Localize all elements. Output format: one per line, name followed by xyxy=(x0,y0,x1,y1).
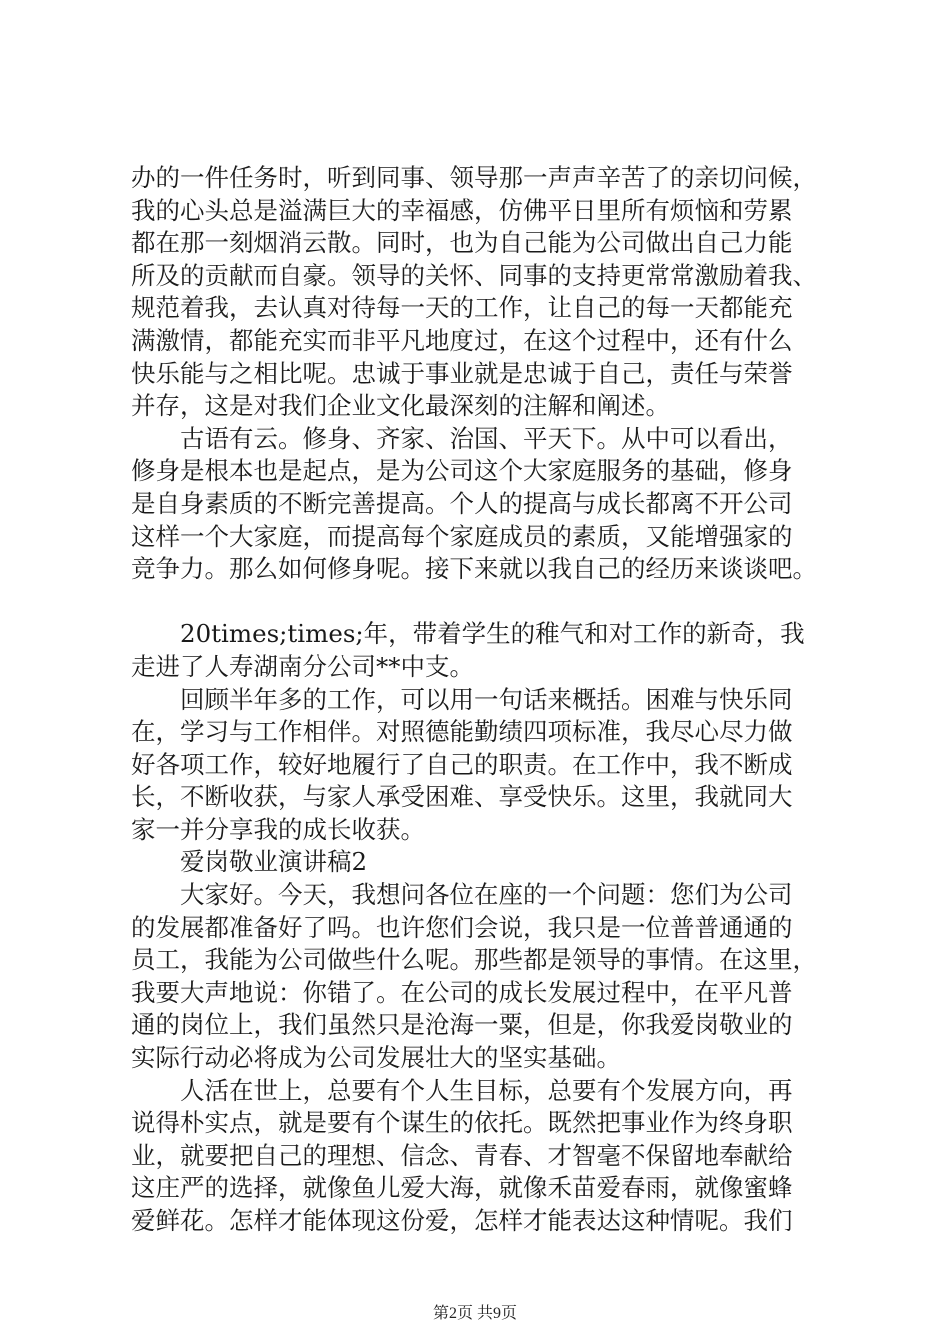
text-line: 20times;times;年，带着学生的稚气和对工作的新奇，我 xyxy=(180,619,805,649)
text-line: 并存，这是对我们企业文化最深刻的注解和阐述。 xyxy=(131,391,670,421)
text-line: 走进了人寿湖南分公司**中支。 xyxy=(131,651,474,681)
text-line: 回顾半年多的工作，可以用一句话来概括。困难与快乐同 xyxy=(180,684,793,714)
text-line: 这庄严的选择，就像鱼儿爱大海，就像禾苗爱春雨，就像蜜蜂 xyxy=(131,1173,793,1203)
text-line: 业，就要把自己的理想、信念、青春、才智毫不保留地奉献给 xyxy=(131,1140,793,1170)
text-line: 员工，我能为公司做些什么呢。那些都是领导的事情。在这里， xyxy=(131,945,817,975)
text-line: 通的岗位上，我们虽然只是沧海一粟，但是，你我爱岗敬业的 xyxy=(131,1010,793,1040)
document-body xyxy=(131,162,831,1238)
page-footer: 第2页 共9页 xyxy=(432,1305,517,1322)
text-line: 竞争力。那么如何修身呢。接下来就以我自己的经历来谈谈吧。 xyxy=(131,554,817,584)
text-line: 办的一件任务时，听到同事、领导那一声声辛苦了的亲切问候， xyxy=(131,163,817,192)
text-line: 这样一个大家庭，而提高每个家庭成员的素质，又能增强家的 xyxy=(131,521,793,551)
text-line: 大家好。今天，我想问各位在座的一个问题：您们为公司 xyxy=(180,880,793,910)
text-line: 古语有云。修身、齐家、治国、平天下。从中可以看出， xyxy=(180,423,793,453)
text-line: 爱岗敬业演讲稿2 xyxy=(180,847,368,877)
text-line: 长，不断收获，与家人承受困难、享受快乐。这里，我就同大 xyxy=(131,782,793,812)
text-line: 快乐能与之相比呢。忠诚于事业就是忠诚于自己，责任与荣誉 xyxy=(131,358,793,388)
text-line: 规范着我，去认真对待每一天的工作，让自己的每一天都能充 xyxy=(131,293,793,323)
text-line: 满激情，都能充实而非平凡地度过，在这个过程中，还有什么 xyxy=(131,325,793,355)
text-line: 说得朴实点，就是要有个谋生的依托。既然把事业作为终身职 xyxy=(131,1108,793,1138)
text-line: 我的心头总是溢满巨大的幸福感，仿佛平日里所有烦恼和劳累 xyxy=(131,195,793,225)
text-line: 的发展都准备好了吗。也许您们会说，我只是一位普普通通的 xyxy=(131,912,793,942)
text-line: 我要大声地说：你错了。在公司的成长发展过程中，在平凡普 xyxy=(131,977,793,1007)
text-line: 都在那一刻烟消云散。同时，也为自己能为公司做出自己力能 xyxy=(131,228,793,258)
blank-line xyxy=(131,586,831,619)
text-line: 实际行动必将成为公司发展壮大的坚实基础。 xyxy=(131,1043,621,1073)
text-line: 人活在世上，总要有个人生目标，总要有个发展方向，再 xyxy=(180,1075,793,1105)
text-line: 是自身素质的不断完善提高。个人的提高与成长都离不开公司 xyxy=(131,488,793,518)
text-line: 在，学习与工作相伴。对照德能勤绩四项标准，我尽心尽力做 xyxy=(131,717,793,747)
text-line: 修身是根本也是起点，是为公司这个大家庭服务的基础，修身 xyxy=(131,456,793,486)
text-line: 家一并分享我的成长收获。 xyxy=(131,814,425,844)
text-line: 所及的贡献而自豪。领导的关怀、同事的支持更常常激励着我、 xyxy=(131,260,817,290)
text-line: 好各项工作，较好地履行了自己的职责。在工作中，我不断成 xyxy=(131,749,793,779)
text-line: 爱鲜花。怎样才能体现这份爱，怎样才能表达这种情呢。我们 xyxy=(131,1206,793,1235)
